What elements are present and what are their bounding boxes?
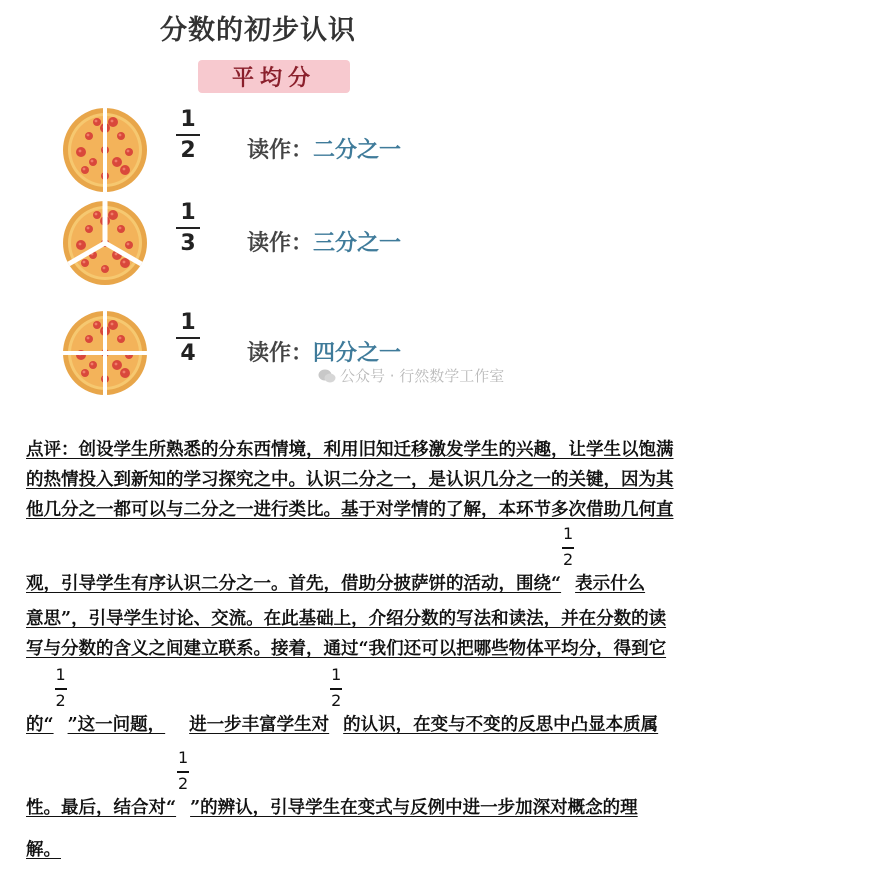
fraction-one-half-inline	[329, 665, 343, 730]
comment-text: ”这一问题，	[67, 715, 166, 735]
comment-text: 的“	[26, 715, 54, 735]
fraction-one-half-inline	[176, 748, 190, 813]
comment-line: 他几分之一都可以与二分之一进行类比。基于对学情的了解，本环节多次借助几何直	[26, 500, 674, 520]
fraction-one-half-inline	[54, 665, 68, 730]
read-as-label: 读作：	[247, 138, 314, 163]
comment-text: 的认识，在变与不变的反思中凸显本质属	[343, 715, 659, 735]
fraction-row-third	[60, 198, 560, 288]
numerator: 1	[55, 665, 66, 684]
fraction-one-quarter	[176, 310, 200, 366]
comment-line: 的热情投入到新知的学习探究之中。认识二分之一，是认识几分之一的关键，因为其	[26, 470, 674, 490]
section-tag	[198, 60, 350, 93]
denominator: 3	[180, 231, 196, 256]
denominator: 2	[331, 691, 342, 710]
pizza-thirds-image	[60, 198, 150, 288]
read-as	[247, 133, 401, 164]
read-as	[247, 336, 401, 367]
pizza-halves-image	[60, 105, 150, 195]
read-as-label: 读作：	[247, 341, 314, 366]
watermark-text: 公众号 · 行然数学工作室	[340, 367, 505, 385]
numerator: 1	[331, 665, 342, 684]
comment-line: 点评：创设学生所熟悉的分东西情境，利用旧知迁移激发学生的兴趣，让学生以饱满	[26, 440, 674, 460]
read-as-value: 三分之一	[313, 231, 402, 256]
fraction-row-half	[60, 105, 560, 195]
numerator: 1	[180, 107, 196, 132]
read-as-value: 四分之一	[313, 341, 402, 366]
fraction-one-half-inline	[561, 524, 575, 589]
comment-line	[26, 524, 646, 595]
read-as-label: 读作：	[247, 231, 314, 256]
fraction-one-half	[176, 107, 200, 163]
watermark	[318, 365, 504, 386]
comment-line: 意思”，引导学生讨论、交流。在此基础上，介绍分数的写法和读法，并在分数的读	[26, 609, 667, 629]
page-title: 分数的初步认识	[160, 15, 356, 46]
denominator: 2	[55, 691, 66, 710]
comment-text: 性。最后，结合对“	[26, 798, 177, 818]
fraction-one-third	[176, 200, 200, 256]
denominator: 2	[180, 138, 196, 163]
comment-line	[26, 665, 659, 736]
numerator: 1	[180, 310, 196, 335]
numerator: 1	[562, 524, 574, 543]
comment-text: 解。	[26, 840, 61, 860]
pizza-quarters-image	[60, 308, 150, 398]
comment-text: ”的辨认，引导学生在变式与反例中进一步加深对概念的理	[190, 798, 638, 818]
section-tag-label: 平均分	[231, 66, 316, 91]
denominator: 2	[177, 774, 189, 793]
comment-line: 写与分数的含义之间建立联系。接着，通过“我们还可以把哪些物体平均分，得到它	[26, 639, 667, 659]
read-as-value: 二分之一	[313, 138, 402, 163]
comment-text: 观，引导学生有序认识二分之一。首先，借助分披萨饼的活动，围绕“	[26, 574, 562, 594]
numerator: 1	[180, 200, 196, 225]
comment-line	[26, 748, 638, 819]
numerator: 1	[177, 748, 189, 767]
comment-line	[26, 836, 75, 861]
denominator: 4	[180, 341, 196, 366]
comment-text: 表示什么	[575, 574, 646, 594]
read-as	[247, 226, 401, 257]
comment-text: 进一步丰富学生对	[189, 715, 330, 735]
wechat-icon	[318, 369, 336, 383]
denominator: 2	[562, 550, 574, 569]
